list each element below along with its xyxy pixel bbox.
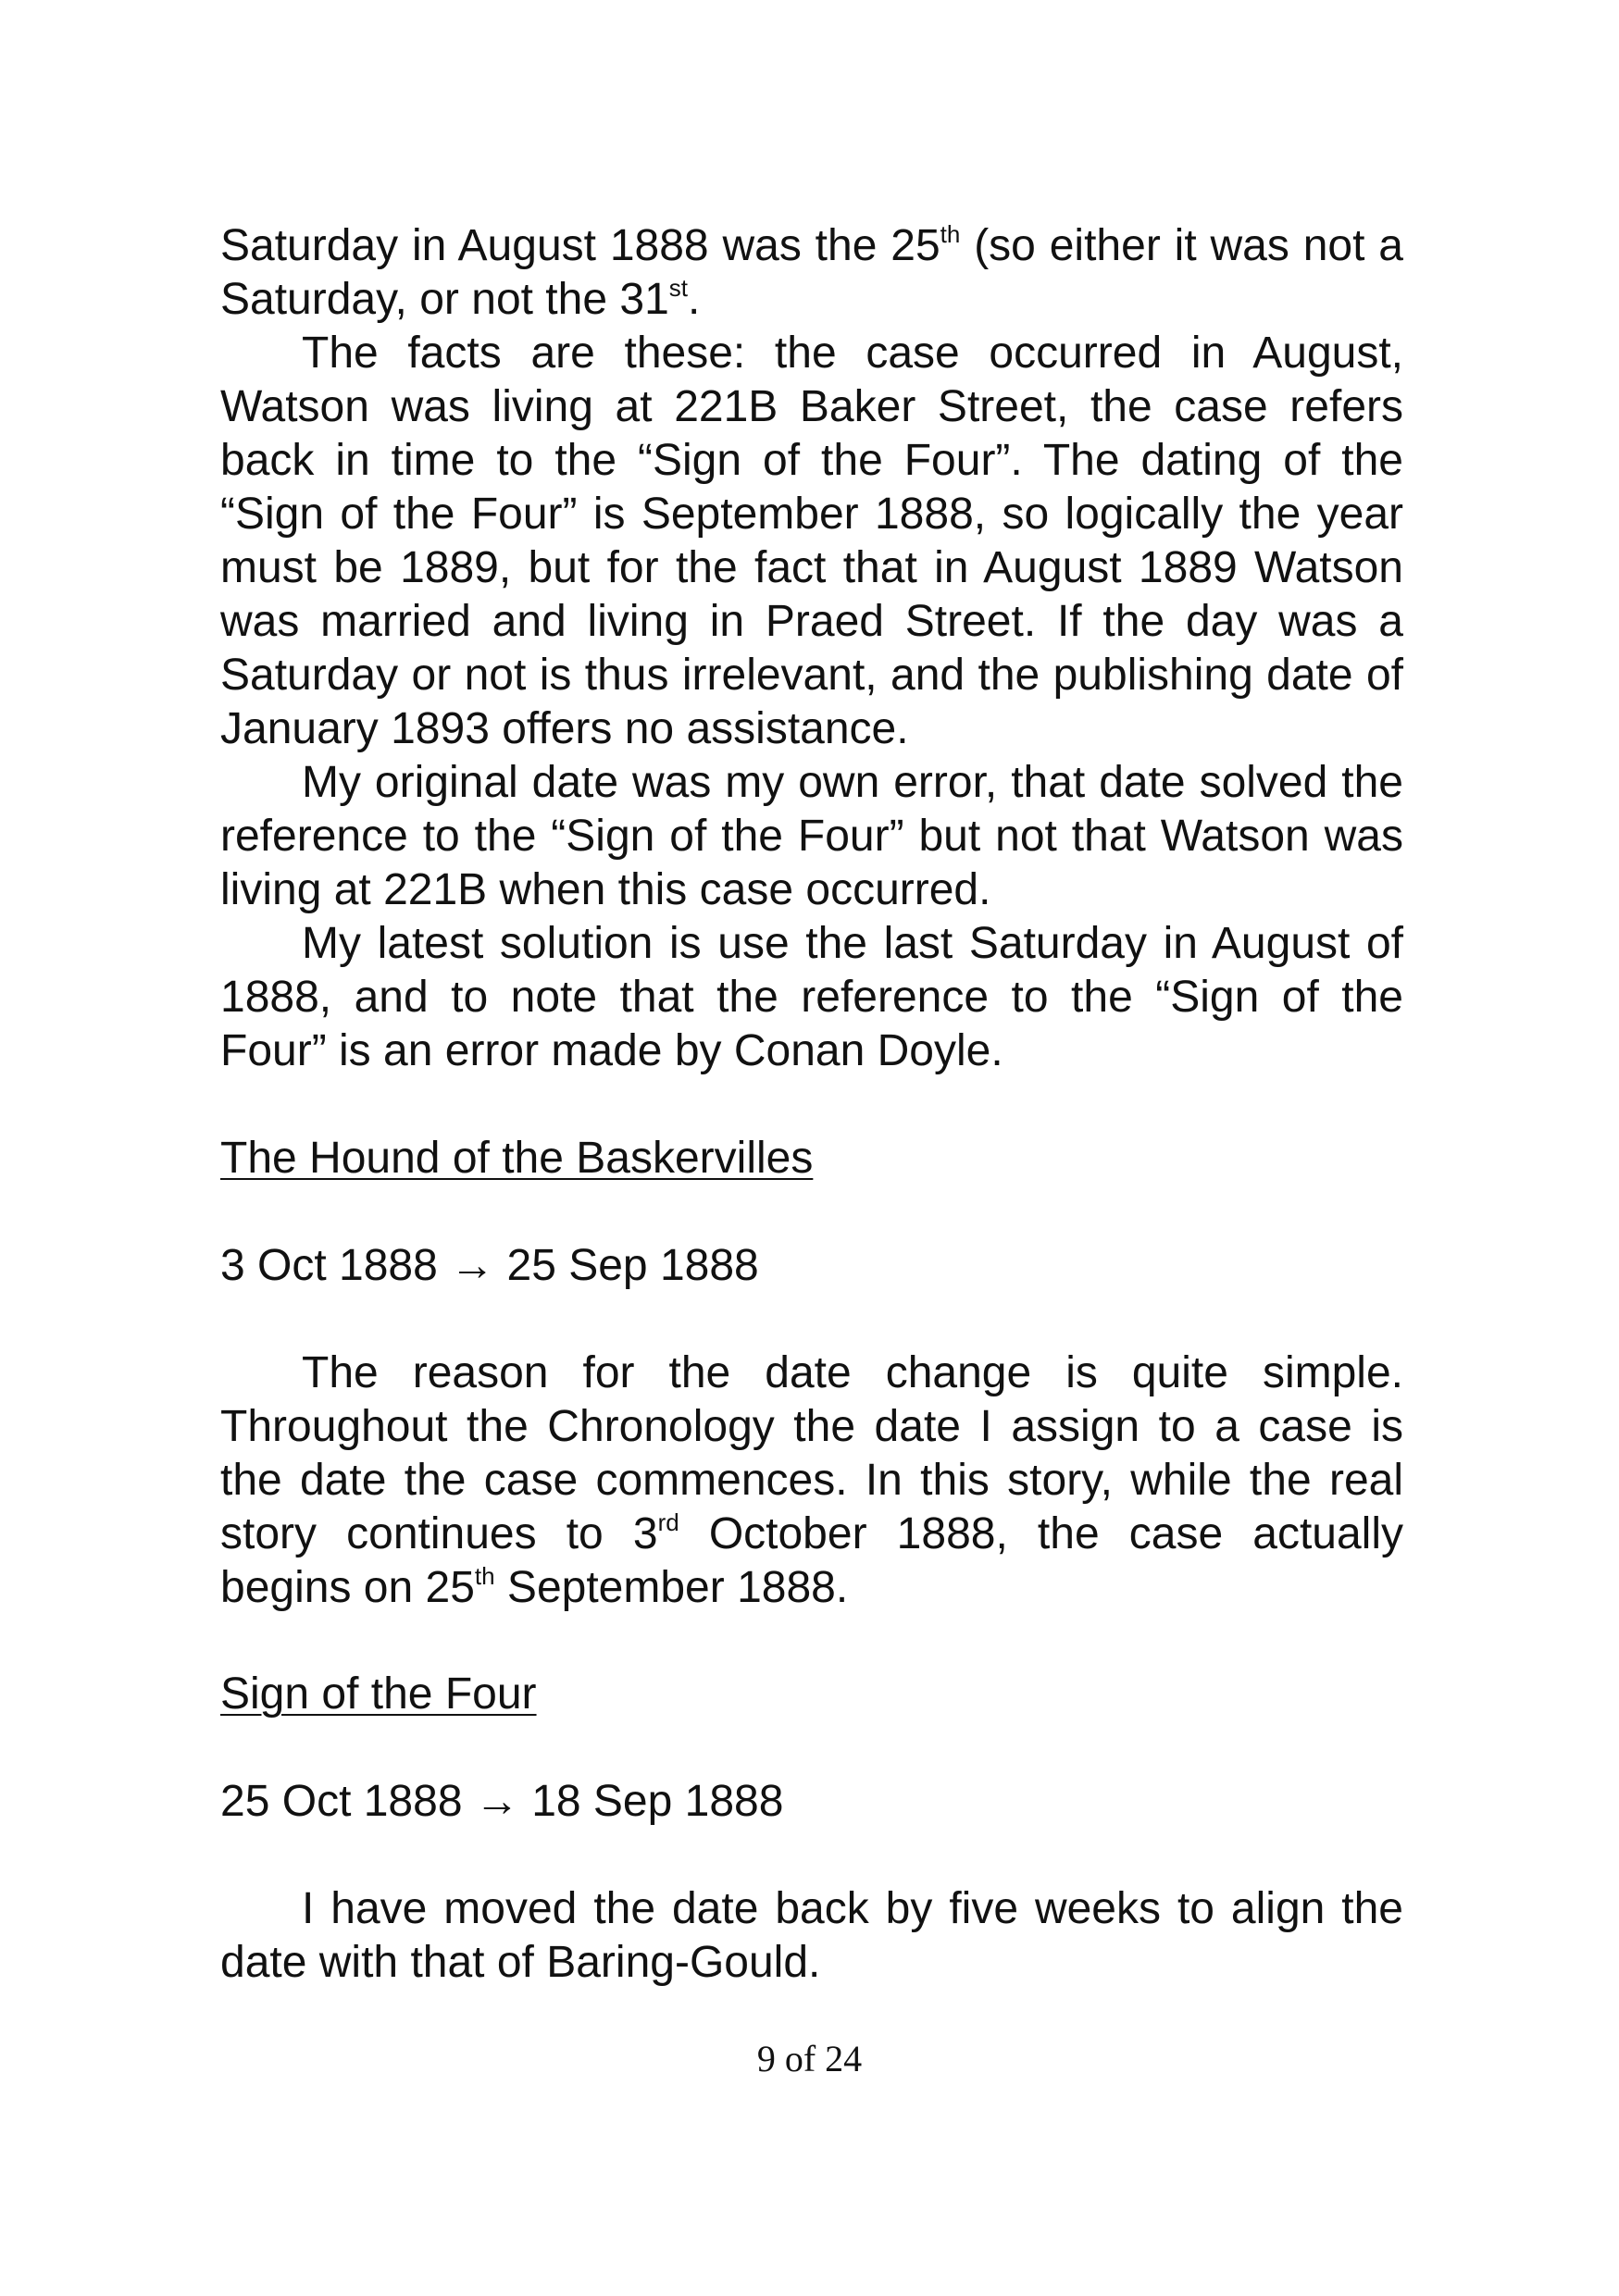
page-number: 9 of 24 [756, 2038, 863, 2079]
hound-paragraph [220, 1347, 1403, 1615]
intro-paragraph-2: The facts are these: the case occurred in August, Watson was living at 221B Baker Street, the case refers back in time to the “Sign of the Four”. The dating of the “Sign of the Four” is September 1888, so logically the year must be 1889, but for the fact that in August 1889 Watson was married and living in Praed Street. If the day was a Saturday or not is thus irrelevant, and the publishing date of January 1893 offers no assistance. [220, 329, 1403, 753]
intro-paragraph-1 [220, 219, 1403, 327]
intro-section [220, 219, 1403, 1078]
intro-p1-superscript-1: th [940, 220, 961, 248]
intro-paragraph-4: My latest solution is use the last Saturday in August of 1888, and to note that the reference to the “Sign of the Four” is an error made by Conan Doyle. [220, 919, 1403, 1075]
sign-section [220, 1882, 1403, 1990]
hound-text-a: The reason for the date change is quite simple. Throughout the Chronology the date I assign to a case is the date the case commences. In this story, while the real story continues to 3 [220, 1348, 1403, 1558]
hound-text-c: September 1888. [494, 1563, 849, 1612]
hound-superscript-2: th [474, 1562, 495, 1590]
sign-paragraph: I have moved the date back by five weeks to align the date with that of Baring-Gould. [220, 1884, 1403, 1987]
intro-p1-superscript-2: st [668, 274, 688, 302]
hound-superscript-1: rd [657, 1508, 679, 1536]
intro-p1-text-a: Saturday in August 1888 was the 25 [220, 221, 940, 270]
intro-p1-text-c: . [688, 275, 701, 324]
intro-p1-text-b: (so either it was not a Saturday, or not the 31 [220, 221, 1404, 324]
hound-section [220, 1347, 1403, 1615]
intro-paragraph-3: My original date was my own error, that date solved the reference to the “Sign of the Four” but not that Watson was living at 221B when this case occurred. [220, 758, 1403, 914]
hound-heading: The Hound of the Baskervilles [220, 1134, 814, 1183]
sign-date-change: 25 Oct 1888 → 18 Sep 1888 [220, 1777, 784, 1826]
sign-heading: Sign of the Four [220, 1669, 537, 1719]
hound-text-b: October 1888, the case actually begins on 25 [220, 1509, 1404, 1612]
hound-date-change: 3 Oct 1888 → 25 Sep 1888 [220, 1241, 759, 1290]
